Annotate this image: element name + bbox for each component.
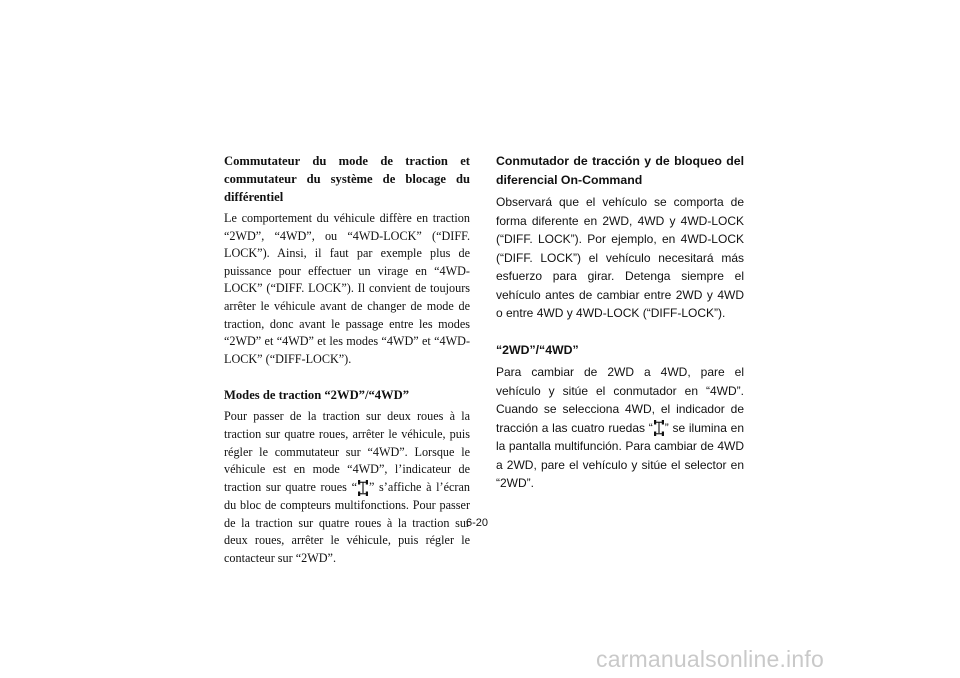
french-heading: Commutateur du mode de traction et commutateur du système de blocage du différentiel [224,154,470,204]
spanish-paragraph-1: Observará que el vehículo se comporta de forma diferente en 2WD, 4WD y 4WD-LOCK (“DIFF. LOCK”). Por ejemplo, en 4WD-LOCK (“DIFF. LOCK”) el vehículo necesitará más esfuerzo para girar. Detenga siempre el vehículo antes de cambiar entre 2WD y 4WD o entre 4WD y 4WD-LOCK (“DIFF-LOCK”). [496,195,744,320]
french-paragraph-1: Le comportement du véhicule diffère en traction “2WD”, “4WD”, ou “4WD-LOCK” (“DIFF. LOCK”). Ainsi, il faut par exemple plus de puissance pour effectuer un virage en “4WD-LOCK” (“DIFF. LOCK”). Il convient de toujours arrêter le véhicule avant de changer de mode de traction, donc avant le passage entre les modes “2WD” et “4WD” et les modes “4WD” et “4WD-LOCK” (“DIFF-LOCK”). [224,211,470,366]
french-subheading: Modes de traction “2WD”/“4WD” [224,388,410,403]
spanish-paragraph-2-part-2: ” se ilumina en la pantalla multifunción. Para cambiar de 4WD a 2WD, pare el vehículo y sitúe el selector en “2WD”. [496,420,744,491]
french-column [224,152,470,567]
french-paragraph-2-part-1: Pour passer de la traction sur deux roues à la traction sur quatre roues, arrêter le véhicule, puis régler le commutateur sur “4WD”. Lorsque le véhicule est en mode “4WD”, l’indicateur de traction sur quatre roues “ [224,409,470,494]
4wd-indicator-icon [358,479,368,497]
spanish-subheading: “2WD”/“4WD” [496,342,579,357]
spanish-paragraph-2-part-1: Para cambiar de 2WD a 4WD, pare el vehículo y sitúe el conmutador en “4WD”. Cuando se selecciona 4WD, el indicador de tracción a las cuatro ruedas “ [496,365,744,435]
french-paragraph-2 [224,408,470,567]
french-paragraph-2-part-2: ” s’affiche à l’écran du bloc de compteurs multifonctions. Pour passer de la traction sur quatre roues à la traction sur deux roues, arrêter le véhicule, puis régler le contacteur sur “2WD”. [224,479,470,565]
spanish-heading: Conmutador de tracción y de bloqueo del diferencial On-Command [496,154,744,187]
spanish-paragraph-2 [496,363,744,493]
page-number: 6-20 [466,517,489,529]
spanish-column [496,152,744,493]
watermark-text: carmanualsonline.info [596,646,824,672]
4wd-indicator-icon [654,419,664,437]
